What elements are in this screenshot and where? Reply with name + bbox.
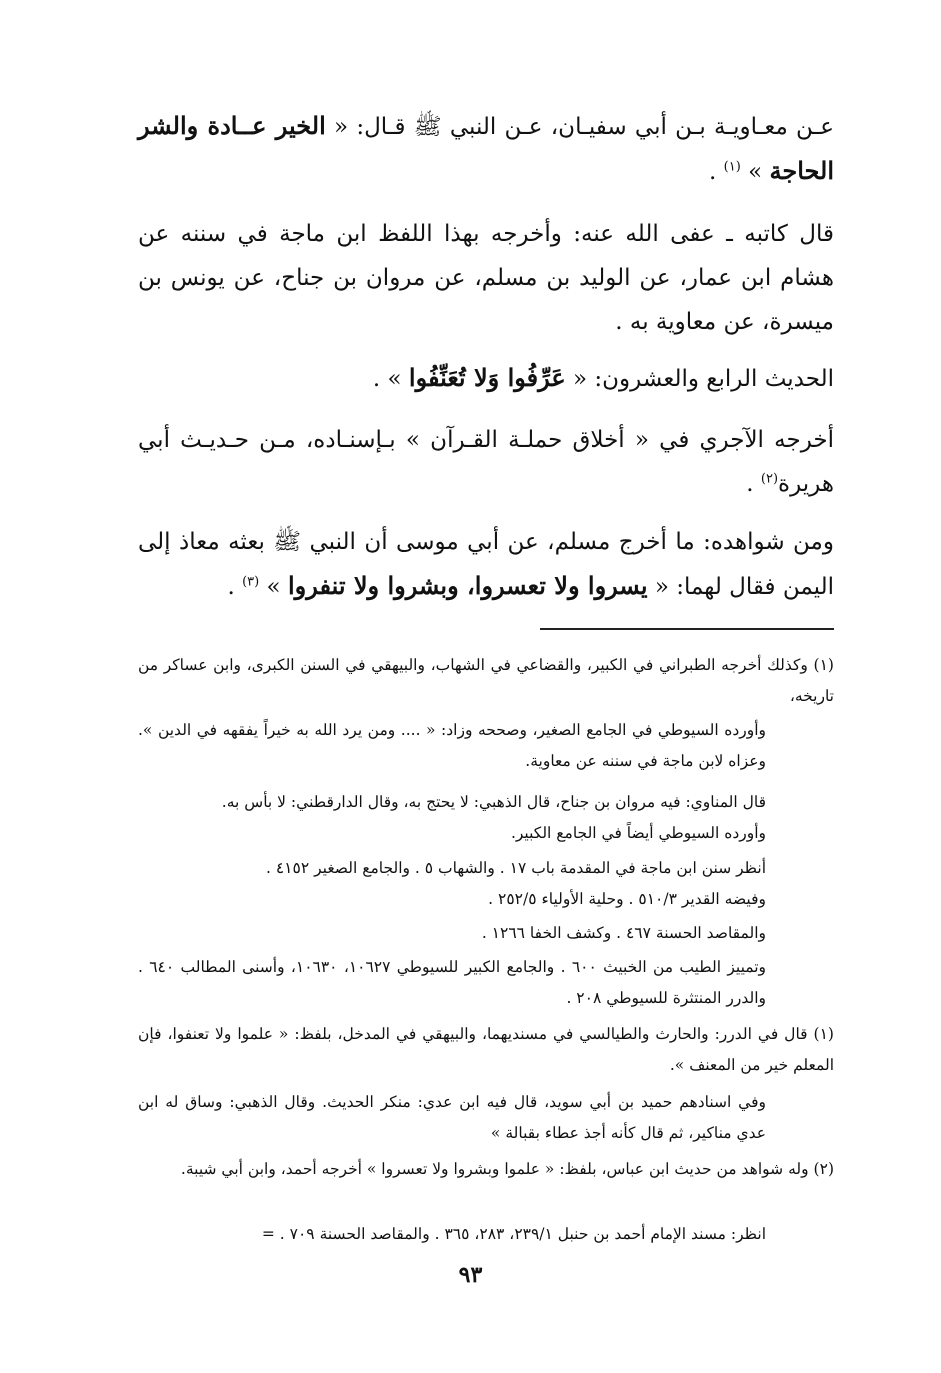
footnote-1-line <box>138 884 766 915</box>
footnote-1-line <box>138 787 766 818</box>
footnote-text: قال المناوي: فيه مروان بن جناح، قال الذهبي: لا يحتج به، وقال الدارقطني: لا بأس به. <box>221 793 766 811</box>
footnote-text: وكذلك أخرجه الطبراني في الكبير، والقضاعي في الشهاب، والبيهقي في السنن الكبرى، وابن عساكر من تاريخه، <box>138 656 834 705</box>
footnote-marker: (٣) <box>242 574 260 590</box>
footnote-text: وفي اسنادهم حميد بن أبي سويد، قال فيه ابن عدي: منكر الحديث. وقال الذهبي: وساق له ابن عدي مناكير، ثم قال كأنه أجذ عطاء بقبالة » <box>138 1093 766 1142</box>
period: . <box>709 159 724 185</box>
quote-close: » . <box>372 366 409 392</box>
page-number: ٩٣ <box>458 1262 483 1288</box>
hadith-quote: يسروا ولا تعسروا، وبشروا ولا تنفروا <box>287 571 648 600</box>
paragraph-text: أخرجه الآجري في « أخلاق حملـة القـرآن » بـإسنـاده، مـن حـديـث أبي هريرة <box>138 427 834 497</box>
paragraph-text: قال كاتبه ـ عفى الله عنه: وأخرجه بهذا اللفظ ابن ماجة في سننه عن هشام ابن عمار، عن الوليد بن مسلم، عن مروان بن جناح، عن يونس بن ميسرة، عن معاوية به . <box>138 221 834 335</box>
footnote-2 <box>138 1019 834 1081</box>
footnote-text: وأورده السيوطي في الجامع الصغير، وصححه وزاد: « .... ومن يرد الله به خيراً يفقهه في الدين ». وعزاه لابن ماجة في سننه عن معاوية. <box>138 721 766 770</box>
paragraph-hadith-23 <box>138 104 834 194</box>
footnote-1-line <box>138 818 766 849</box>
period: . <box>227 574 243 600</box>
footnote-text: قال في الدرر: والحارث والطيالسي في مسنديهما، والبيهقي في المدخل، بلفظ: « علموا ولا تعنفوا، فإن المعلم خير من المعنف ». <box>138 1025 834 1074</box>
footnote-3 <box>138 1154 834 1185</box>
footnote-number: (٢) <box>813 1160 834 1178</box>
paragraph-text: ومن شواهده: ما أخرج مسلم، عن أبي موسى أن النبي ﷺ بعثه معاذ إلى اليمن فقال لهما: « <box>138 529 834 600</box>
footnote-1-line <box>138 715 766 777</box>
footnote-1-line <box>138 918 766 949</box>
footnote-text: والمقاصد الحسنة ٤٦٧ . وكشف الخفا ١٢٦٦ . <box>481 924 766 942</box>
quote-close: » <box>259 574 288 600</box>
footnote-text: وفيضه القدير ٥١٠/٣ . وحلية الأولياء ٢٥٢/٥ . <box>488 890 766 908</box>
footnote-1-line <box>138 952 766 1014</box>
paragraph-ajurri <box>138 418 834 506</box>
footnote-number: (١) <box>813 1025 834 1043</box>
period: . <box>746 471 761 497</box>
footnote-number: (١) <box>813 656 834 674</box>
footnote-marker: (٢) <box>760 471 779 487</box>
paragraph-text: عـن معـاويـة بـن أبي سفيـان، عـن النبي ﷺ قـال: « <box>325 114 835 140</box>
paragraph-hadith-24 <box>138 356 834 401</box>
footnote-1 <box>138 650 834 712</box>
footnote-text: أنظر سنن ابن ماجة في المقدمة باب ١٧ . والشهاب ٥ . والجامع الصغير ٤١٥٢ . <box>266 859 766 877</box>
hadith-quote: عَرِّفُوا وَلا تُعَنِّفُوا <box>408 363 566 392</box>
hadith-quote: الخير عــادة والشر الحاجة <box>138 111 834 185</box>
footnote-divider <box>540 628 834 630</box>
quote-close: » <box>740 159 770 185</box>
footnote-text: وأورده السيوطي أيضاً في الجامع الكبير. <box>510 824 766 842</box>
footnote-1-line <box>138 853 766 884</box>
paragraph-author-note <box>138 212 834 344</box>
footnote-2-line <box>138 1087 766 1149</box>
footnote-text: وله شواهد من حديث ابن عباس، بلفظ: « علموا وبشروا ولا تعسروا » أخرجه أحمد، وابن أبي شيبة. <box>180 1160 809 1178</box>
footnote-text: انظر: مسند الإمام أحمد بن حنبل ٢٣٩/١، ٢٨٣، ٣٦٥ . والمقاصد الحسنة ٧٠٩ . = <box>261 1225 766 1243</box>
footnote-3-line <box>110 1219 766 1250</box>
footnote-marker: (١) <box>723 159 741 175</box>
paragraph-text: الحديث الرابع والعشرون: « <box>565 366 834 392</box>
paragraph-shawahid <box>138 520 834 609</box>
footnote-text: وتمييز الطيب من الخبيث ٦٠٠ . والجامع الكبير للسيوطي ١٠٦٢٧، ١٠٦٣٠، وأسنى المطالب ٦٤٠ . والدرر المنتثرة للسيوطي ٢٠٨ . <box>138 958 767 1007</box>
